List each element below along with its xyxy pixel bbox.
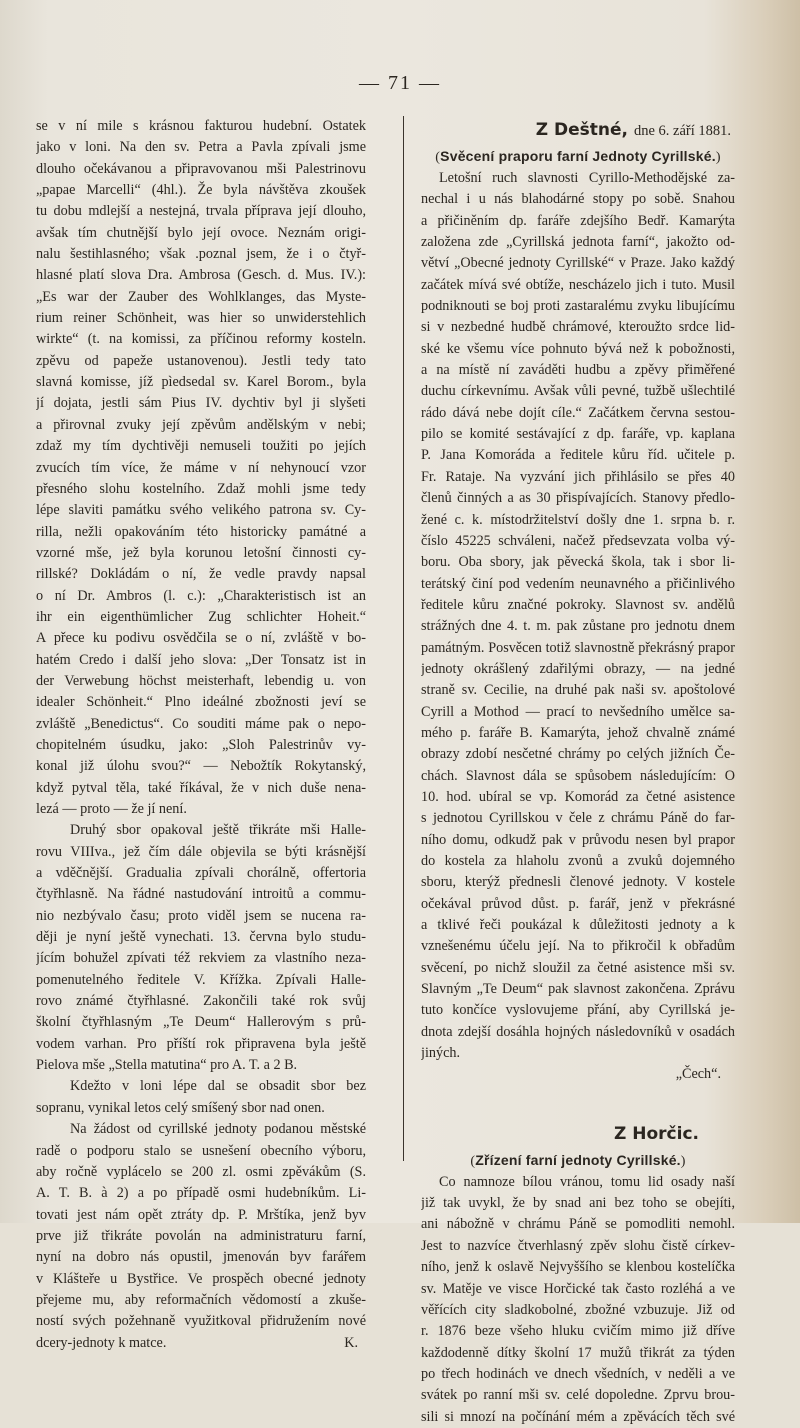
left-column: [36, 116, 366, 1354]
text-line: hatém Credo i další jeho slova: „Der Tonsatz ist in: [36, 651, 366, 668]
article2-heading: [421, 1120, 735, 1148]
text-line: věřících city sladkobolné, zbožné vzbuzuje. Již od: [421, 1301, 735, 1318]
text-line: a přičiněním dp. faráře zdejšího Bedř. Kamarýta: [421, 212, 735, 229]
text-line: tu dobu mdlejší a nestejná, trvala příprava její dlouho,: [36, 203, 366, 220]
text-line: jako v loni. Na den sv. Petra a Pavla zpívali jsme: [36, 139, 366, 156]
text-line: zdaž my tím dychtivěji nemuseli toužiti po jejích: [36, 438, 366, 455]
text-line: a vděčnější. Gradualia zpívali chorálně, offertoria: [36, 865, 366, 882]
text-line: přejeme mu, aby reformačních vědomostí a zkuše-: [36, 1291, 366, 1308]
text-line: rillské? Dokládám o ní, že vedle pravdy napsal: [36, 566, 366, 583]
article2-title: Z Horčic.: [614, 1123, 699, 1144]
text-line: strážných dne 4. t. m. pak zůstane pro jednotu dnem: [421, 618, 735, 635]
text-line: A přece ku podivu osvědčila se o ní, zvláště v bo-: [36, 630, 366, 647]
text-line: 10. hod. ubíral se vp. Komorád za četné asistence: [421, 788, 735, 805]
text-line: ního, jenž k oslavě Nejvyššího se klenbou kostelíčka: [421, 1259, 735, 1276]
text-line: der Verwebung höchst meisterhaft, lebendig u. von: [36, 672, 366, 689]
article1-body: [421, 168, 735, 1064]
text-line: školní čtyřhlasným „Te Deum“ Hallerovým s prů-: [36, 1014, 366, 1031]
text-line: rovu VIIIva., jež čím dále objevila se býti krásnější: [36, 843, 366, 860]
text-line: podniknouti se boj proti zastaralému zvyku libujícímu: [421, 298, 735, 315]
article1-subheading-text: Svěcení praporu farní Jednoty Cyrillské.: [440, 148, 716, 164]
text-line: každodenně dítky školní 17 mužů třikrát za týden: [421, 1344, 735, 1361]
text-line: mého p. faráře B. Kamarýta, jehož chvalně známé: [421, 724, 735, 741]
text-line: zpěvu od papeže ustanovenou). Jestli tedy tato: [36, 352, 366, 369]
text-line: hlasné platí slova Dra. Ambrosa (Gesch. d. Mus. IV.):: [36, 267, 366, 284]
article2-body: [421, 1172, 735, 1428]
text-line: o ní Dr. Ambros (l. c.): „Charakteristisch ist an: [36, 587, 366, 604]
article1-date: dne 6. září 1881.: [633, 123, 731, 139]
text-line: Jest to nazvíce čtverhlasný zpěv slohu čistě církev-: [421, 1237, 735, 1254]
text-line: ihr ein eigenthümlicher Zug schlichter Hoheit.“: [36, 608, 366, 625]
text-line: chách. Slavnost dála se spůsobem následujícím: O: [421, 767, 735, 784]
text-line: si v nezbedné hudbě chrámové, kteroužto srdce lid-: [421, 319, 735, 336]
text-line: straně sv. Cecilie, na druhé pak naši sv. apoštolové: [421, 682, 735, 699]
text-line: a tklivé řeči poukázal k důležitosti jednoty a k: [421, 917, 735, 934]
text-line: sopranu, vynikal letos celý smíšený sbor nad onen.: [36, 1099, 325, 1116]
text-line: ani nábožně v chrámu Páně se pomodliti nemohl.: [421, 1216, 735, 1233]
right-column: [421, 116, 735, 1428]
text-line: konal již úlohu svou?“ — Nebožtík Rokytanský,: [36, 758, 366, 775]
text-line: idealer Schönheit.“ Plno ideálné zbožnosti jeví se: [36, 694, 366, 711]
text-line: číslo 45225 schváleni, načež předsevzata volba vý-: [421, 532, 735, 549]
text-line: když pytval těla, také říkával, že v nich duše nena-: [36, 779, 366, 796]
text-line: Na žádost od cyrillské jednoty podanou městské: [70, 1121, 366, 1138]
text-line: A. T. B. à 2) a po případě osmi hudebníkům. Li-: [36, 1185, 366, 1202]
text-line: v Klášteře u Bystřice. Ve prospěch obecné jednoty: [36, 1270, 366, 1287]
text-line: tovati jest nám opět ztráty dp. P. Mrštíka, jenž byv: [36, 1206, 366, 1223]
article1-signature: „Čech“.: [675, 1066, 721, 1083]
article2-subheading: (Zřízení farní jednoty Cyrillské.): [470, 1151, 686, 1169]
text-line: duchu církevnímu. Avšak vůli pevné, tužbě ušlechtilé: [421, 383, 735, 400]
text-line: wirkte“ (t. na komissi, za příčinou reformy kosteln.: [36, 331, 366, 348]
text-line: památným. Posvěcen totiž slavnostně překrásný prapor: [421, 639, 735, 656]
text-line: obrazy zdobí nesčetné chrámy po celých jižních Če-: [421, 746, 735, 763]
text-line: žené c. k. místodržitelství došly dne 1. srpna b. r.: [421, 511, 735, 528]
text-line: boru. Oba sbory, jak pěvecká škola, tak i sbor li-: [421, 554, 735, 571]
text-line: Druhý sbor opakoval ještě třikráte mši Halle-: [70, 822, 366, 839]
text-line: zvláště „Benedictus“. Co souditi máme pak o nepo-: [36, 715, 366, 732]
text-line: dnota zdejší dosáhla hojných následovníků v osadách: [421, 1023, 735, 1040]
text-line: ního domu, odkudž pak v průvodu nesen byl prapor: [421, 831, 735, 848]
left-signature: K.: [344, 1334, 358, 1351]
text-line: lépe slaviti památku svého velikého patrona sv. Cy-: [36, 502, 366, 519]
text-line: nechal i u nás blahodárné stopy po sobě. Snahou: [421, 191, 735, 208]
text-line: zvucích tím více, že máme v ní nehynoucí vzor: [36, 459, 366, 476]
column-divider: [403, 116, 404, 1161]
text-line: Cyrill a Mothod — prací to nevšedního umělce sa-: [421, 703, 735, 720]
text-line: P. Jana Komoráda a ředitele kůru říd. učitele p.: [421, 447, 735, 464]
text-line: vodem varhan. Pro příští rok připravena byla ještě: [36, 1035, 366, 1052]
text-line: nio nezbývalo času; proto viděl jsem se nucena ra-: [36, 907, 366, 924]
text-line: ností svých požehnaně využitkoval přidružením nové: [36, 1313, 366, 1330]
text-line: začátek mívá své obtíže, nescházelo jich i tuto. Musil: [421, 276, 735, 293]
text-line: a přirovnal zvuky její zpěvům andělským v nebi;: [36, 416, 366, 433]
text-line: přesného slohu kostelního. Zdaž mohli jsme tedy: [36, 480, 366, 497]
article1-title: Z Deštné,: [535, 120, 629, 140]
text-line: sili si mnozí na počínání mém a zpěvácích těch své: [421, 1408, 735, 1425]
text-line: dlouho očekávanou a připravovanou mši Palestrinovu: [36, 160, 366, 177]
text-line: Kdežto v loni lépe dal se obsadit sbor bez: [70, 1078, 366, 1095]
text-line: rovo známé čtyřhlasné. Zakončili také rok svůj: [36, 993, 366, 1010]
text-line: ské ke všemu více pohnuto bývá než k pobožnosti,: [421, 340, 735, 357]
text-line: se v ní mile s krásnou fakturou hudební. Ostatek: [36, 118, 366, 134]
text-line: tuto končíce vyslovujeme přání, aby Cyrillská je-: [421, 1002, 735, 1019]
text-line: a na místě ní zaváděti hudbu a zpěvy přiměřené: [421, 362, 735, 379]
text-line: lezá — proto — že jí není.: [36, 801, 187, 817]
text-line: Fr. Rataje. Na vyzvání jich přihlásilo se přes 40: [421, 468, 735, 485]
text-line: slavná komisse, jíž pìedsedal sv. Karel Borom., byla: [36, 374, 366, 391]
text-line: ředitele kůru značné pokroky. Slavnost sv. andělů: [421, 596, 735, 613]
text-line: rium reiner Schönheit, was hier so unwiderstehlich: [36, 310, 366, 327]
article2-subheading-text: Zřízení farní jednoty Cyrillské.: [475, 1151, 681, 1168]
text-line: ději je nyní ještě vynechati. 13. června bylo studu-: [36, 929, 366, 946]
text-line: Pielova mše „Stella matutina“ pro A. T. a 2 B.: [36, 1057, 298, 1074]
text-line: do kostela za hlaholu zvonů a zvuků dojemného: [421, 853, 735, 869]
closing-line: [36, 1333, 366, 1354]
text-line: očekával průvod důst. p. farář, jenž v překrásné: [421, 895, 735, 912]
text-line: svátek po ranní mši sv. celé dopoledne. Zprvu brou-: [421, 1387, 735, 1404]
text-line: Co namnoze bílou vránou, tomu lid osady naší: [439, 1173, 735, 1190]
text-line: „Es war der Zauber des Wohlklanges, das Myste-: [36, 288, 366, 305]
text-line: radě o podporu stalo se usnešení obecního výboru,: [36, 1142, 366, 1159]
text-line: nalu šestihlasného; však .poznal jsem, že i o čtyř-: [36, 246, 366, 263]
text-line: rádo dává nebe dojít cíle.“ Začátkem června sestou-: [421, 404, 735, 421]
article1-heading: [421, 116, 735, 144]
article1-subheading: (Svěcení praporu farní Jednoty Cyrillské.): [435, 148, 721, 165]
text-line: pomenutelného ředitele V. Křížka. Zpívali Halle-: [36, 971, 366, 988]
text-line: terátský činí pod vedením neunavného a přičinlivého: [421, 575, 735, 592]
text-line: Slavným „Te Deum“ pak slavnost zakončena. Zprávu: [421, 981, 735, 998]
text-line: členů činných a as 30 přispívajících. Stanovy předlo-: [421, 490, 735, 507]
text-line: jiných.: [421, 1045, 461, 1062]
text-line: sv. Matěje ve visce Horčické tak často rozléhá a ve: [421, 1280, 735, 1297]
text-line: vznešenému účelu její. Na to přikročil k obřadům: [421, 938, 735, 955]
text-line: aby ročně vyplácelo se 200 zl. osmi zpěvákům (S.: [36, 1163, 366, 1180]
text-line: r. 1876 beze všeho hluku cvičím mimo již dříve: [421, 1323, 735, 1340]
text-line: prve již třikráte povolán na administraturu farní,: [36, 1227, 366, 1244]
text-line: čtyřhlasně. Na řádné nastudování introitů a commu-: [36, 886, 366, 903]
text-line: již tak uvykl, že by snad ani bez toho se obejíti,: [421, 1195, 735, 1212]
text-line: po třech hodinách ve dnech všedních, v neděli a ve: [421, 1365, 735, 1382]
text-line: vzorné mše, jež byla korunou letošní činnosti cy-: [36, 544, 366, 561]
text-line: nyní na dobro nás opustil, jmenován byv farářem: [36, 1249, 366, 1266]
article-gap: [421, 1086, 735, 1120]
text-line: jí dojata, jestli sám Pius IV. dychtiv byl ji slyšeti: [36, 395, 366, 412]
text-line: založena zde „Cyrillská jednota farní“, jakožto od-: [421, 234, 735, 251]
text-line: sboru, kterýž přednesli členové jednoty. V kostele: [421, 874, 735, 891]
text-line: avšak tím chutnější bylo její ovoce. Neznám origi-: [36, 224, 366, 241]
text-line: „papae Marcelli“ (4hl.). Že byla návštěva zkoušek: [36, 182, 366, 199]
text-line: svěcení, po nichž sloužil za četné asistence mši sv.: [421, 959, 735, 976]
text-line: jednoty okrášlený zdařilými obrazy, — na jedné: [421, 660, 735, 677]
text-line: jícím bohužel zpívati též rekviem za vlastního neza-: [36, 950, 366, 967]
text-line: Letošní ruch slavnosti Cyrillo-Methodějské za-: [439, 170, 735, 186]
text-line: s jednotou Cyrillskou v čele z chrámu Páně do far-: [421, 810, 735, 827]
text-line: dcery-jednoty k matce.: [36, 1334, 167, 1351]
text-line: rilla, nežli opakováním této historicky památné a: [36, 523, 366, 540]
page-number: — 71 —: [359, 72, 441, 94]
text-line: chopitelném úsudku, jako: „Sloh Palestrinův vy-: [36, 736, 366, 753]
text-line: větví „Obecné jednoty Cyrillské“ v Praze. Jako každý: [421, 255, 735, 272]
text-line: pilo se komité sestávající z dp. faráře, vp. kaplana: [421, 426, 735, 443]
